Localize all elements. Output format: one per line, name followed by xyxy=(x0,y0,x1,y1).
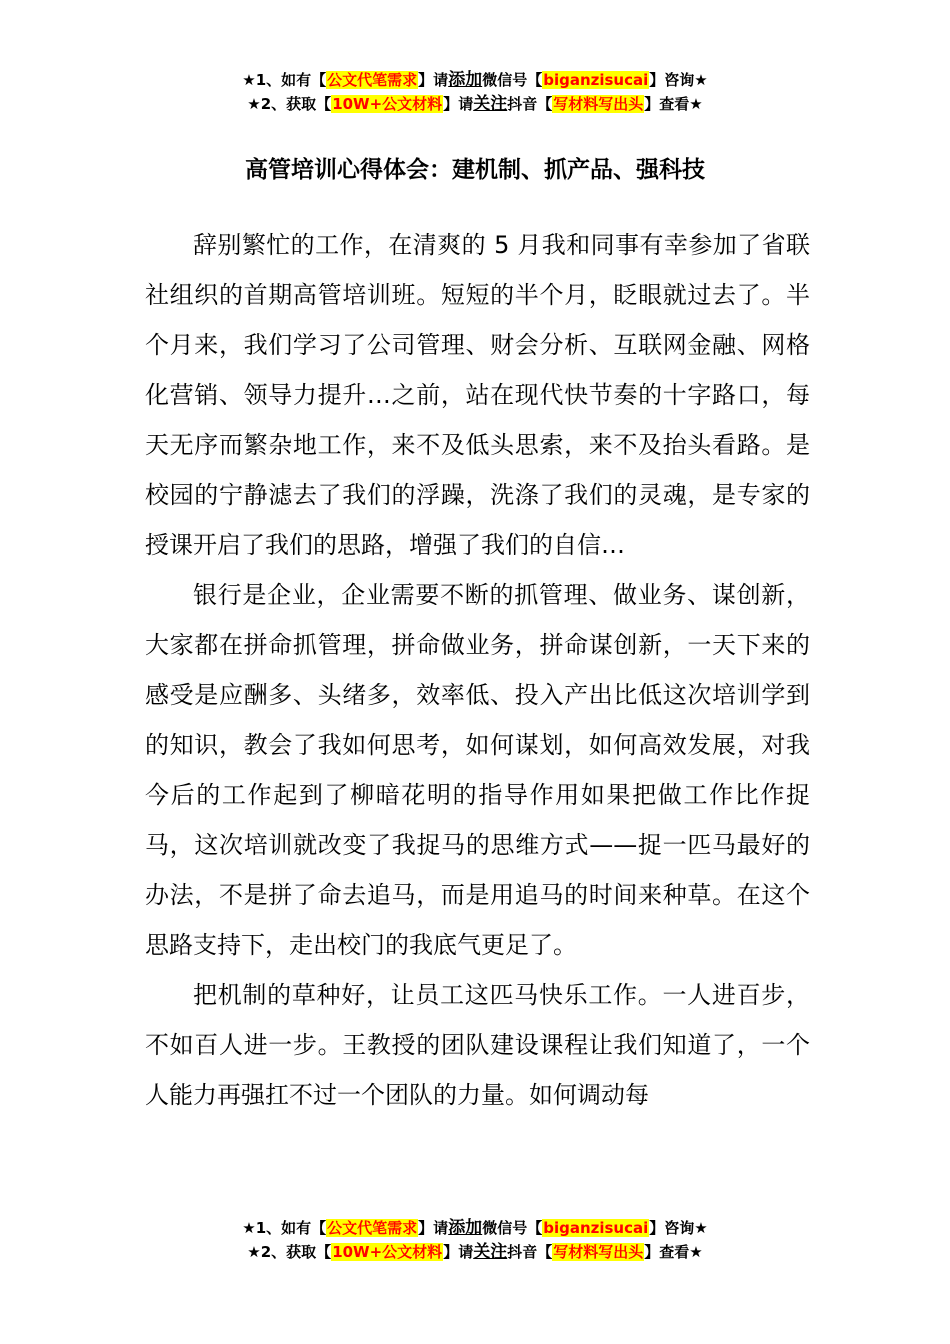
banner-text: 】请 xyxy=(418,71,449,89)
banner-text: ★2、获取【 xyxy=(247,1243,332,1261)
banner-text: 】请 xyxy=(443,1243,474,1261)
banner-text: 】请 xyxy=(418,1219,449,1237)
banner-text: ★1、如有【 xyxy=(242,71,327,89)
banner-text: 】查看★ xyxy=(644,1243,703,1261)
banner-wechat-id: biganzisucai xyxy=(543,1219,649,1237)
footer-banner xyxy=(0,1216,950,1264)
banner-text: 】查看★ xyxy=(644,95,703,113)
paragraph-2: 银行是企业，企业需要不断的抓管理、做业务、谋创新，大家都在拼命抓管理，拼命做业务，拼命谋创新，一天下来的感受是应酬多、头绪多，效率低、投入产出比低这次培训学到的知识，教会了我如何思考，如何谋划，如何高效发展，对我今后的工作起到了柳暗花明的指导作用如果把做工作比作捉马，这次培训就改变了我捉马的思维方式——捉一匹马最好的办法，不是拼了命去追马，而是用追马的时间来种草。在这个思路支持下，走出校门的我底气更足了。 xyxy=(145,581,810,959)
banner-emphasis: 关注 xyxy=(473,1242,508,1262)
banner-text: 微信号【 xyxy=(482,1219,543,1237)
banner-text: 抖音【 xyxy=(507,1243,553,1261)
banner-line-1 xyxy=(0,1216,950,1240)
banner-highlight: 10W+公文材料 xyxy=(332,95,443,113)
banner-douyin-id: 写材料写出头 xyxy=(553,1243,644,1261)
banner-text: 】咨询★ xyxy=(649,71,708,89)
banner-emphasis: 添加 xyxy=(448,70,483,90)
banner-text: ★1、如有【 xyxy=(242,1219,327,1237)
banner-text: ★2、获取【 xyxy=(247,95,332,113)
banner-wechat-id: biganzisucai xyxy=(543,71,649,89)
banner-emphasis: 关注 xyxy=(473,94,508,114)
banner-highlight: 公文代笔需求 xyxy=(327,1219,418,1237)
banner-text: 】请 xyxy=(443,95,474,113)
banner-douyin-id: 写材料写出头 xyxy=(553,95,644,113)
banner-highlight: 公文代笔需求 xyxy=(327,71,418,89)
banner-text: 微信号【 xyxy=(482,71,543,89)
document-body xyxy=(145,220,810,1120)
banner-highlight: 10W+公文材料 xyxy=(332,1243,443,1261)
paragraph-1: 辞别繁忙的工作，在清爽的 5 月我和同事有幸参加了省联社组织的首期高管培训班。短短的半个月，眨眼就过去了。半个月来，我们学习了公司管理、财会分析、互联网金融、网格化营销、领导力提升…之前，站在现代快节奏的十字路口，每天无序而繁杂地工作，来不及低头思索，来不及抬头看路。是校园的宁静滤去了我们的浮躁，洗涤了我们的灵魂，是专家的授课开启了我们的思路，增强了我们的自信… xyxy=(145,231,810,559)
banner-line-2 xyxy=(0,1240,950,1264)
banner-text: 抖音【 xyxy=(507,95,553,113)
banner-text: 】咨询★ xyxy=(649,1219,708,1237)
paragraph-3: 把机制的草种好，让员工这匹马快乐工作。一人进百步，不如百人进一步。王教授的团队建设课程让我们知道了，一个人能力再强扛不过一个团队的力量。如何调动每 xyxy=(145,981,810,1109)
banner-emphasis: 添加 xyxy=(448,1218,483,1238)
document-title: 高管培训心得体会：建机制、抓产品、强科技 xyxy=(245,157,705,183)
